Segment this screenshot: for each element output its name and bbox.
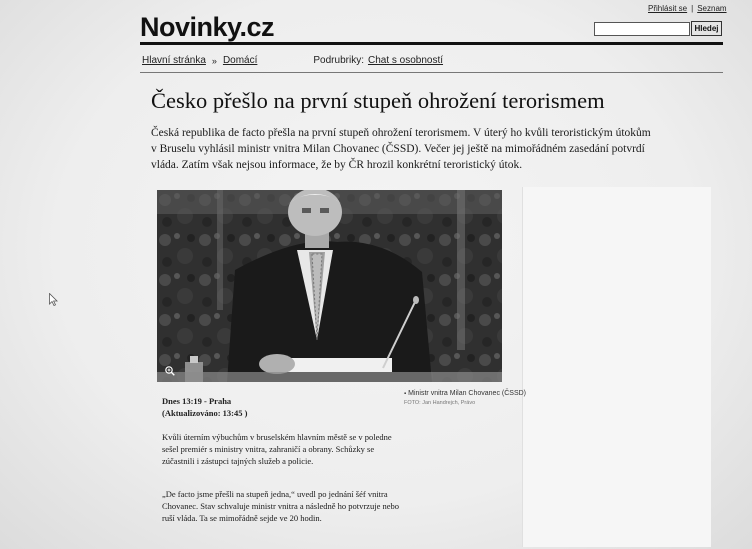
search-button[interactable]: Hledej [691,21,722,36]
subsections-label: Podrubriky: [313,55,364,66]
photo-caption-text: Ministr vnitra Milan Chovanec (ČSSD) [408,390,527,397]
article-paragraph: „De facto jsme přešli na stupeň jedna,“ uvedl po jednání šéf vnitra Chovanec. Stav schvaluje ministr vnitra a následně ho potvrzuje nebo ruší vláda. Ta se mimořádně sejde ve 20 hodin. [162,489,399,523]
header-divider [140,42,723,45]
breadcrumb-section[interactable]: Domácí [222,55,258,66]
mouse-pointer-icon [49,293,58,306]
breadcrumb-separator: » [211,55,217,66]
right-sidebar [522,187,711,547]
article-paragraph: Kvůli úterním výbuchům v bruselském hlavním městě se v poledne sešel premiér s ministry vnitra, zahraničí a obrany. Schůzky se zúčastnili i zástupci tajných služeb a policie. [162,432,392,466]
login-link[interactable]: Přihlásit se [648,4,688,13]
site-logo[interactable]: Novinky.cz [140,12,275,42]
article-time [162,395,247,419]
breadcrumb [142,55,443,66]
article-published: Dnes 13:19 - Praha [162,396,232,406]
photo-zoom-icon[interactable] [165,366,175,376]
breadcrumb-home[interactable]: Hlavní stránka [142,55,206,66]
top-links-separator: | [691,4,694,13]
photo-scene [157,190,502,382]
photo-caption [404,390,526,407]
top-links [648,4,727,13]
nav-divider [140,72,723,73]
article-photo[interactable] [157,190,502,382]
article-updated: (Aktualizováno: 13:45 ) [162,408,248,418]
camera-icon: ▪ [404,391,407,397]
article-headline: Česko přešlo na první stupeň ohrožení terorismem [151,88,605,113]
seznam-link[interactable]: Seznam [697,4,727,13]
photo-credit: FOTO: Jan Handrejch, Právo [404,399,476,406]
subsection-link-chat[interactable]: Chat s osobností [367,55,444,66]
search-input[interactable] [594,22,690,36]
article-perex: Česká republika de facto přešla na první stupeň ohrožení terorismem. V úterý ho kvůli teroristickým útokům v Bruselu vyhlásil ministr vnitra Milan Chovanec (ČSSD). Večer jej ještě na mimořádném zasedání potvrdí vláda. Zatím však nejsou informace, že by ČR hrozil konkrétní teroristický útok. [151,127,651,171]
